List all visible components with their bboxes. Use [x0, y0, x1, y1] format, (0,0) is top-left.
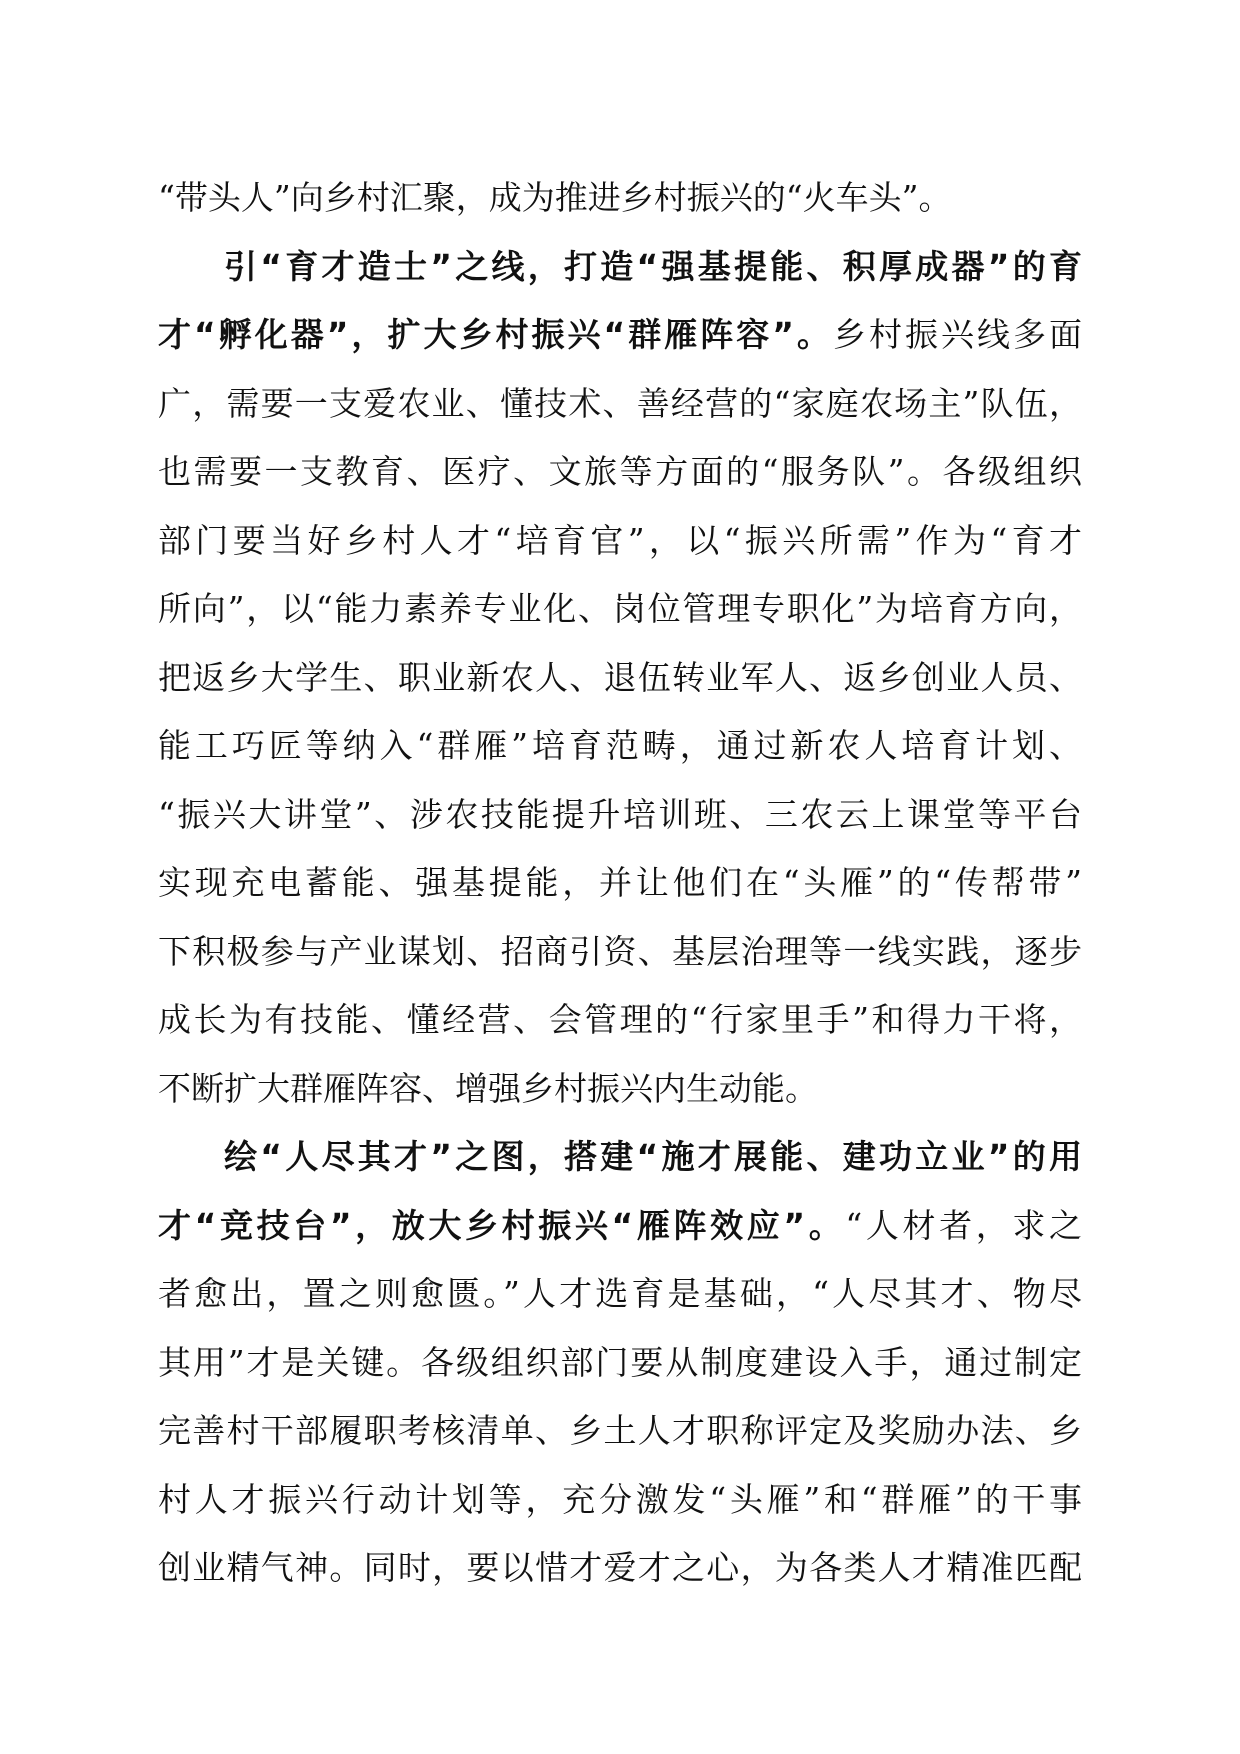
line-text: 乡村振兴线多面 [832, 315, 1082, 354]
line-text: 部门要当好乡村人才“培育官”，以“振兴所需”作为“育才 [158, 520, 1082, 560]
line-text: 所向”，以“能力素养专业化、岗位管理专职化”为培育方向， [158, 589, 1082, 628]
line-text: “带头人”向乡村汇聚，成为推进乡村振兴的“火车头”。 [158, 178, 952, 217]
text-line [158, 986, 1082, 1055]
line-text: 创业精气神。同时，要以惜才爱才之心，为各类人才精准匹配 [158, 1548, 1082, 1587]
text-line [158, 1260, 1082, 1329]
article-body [158, 164, 1082, 1603]
text-line [158, 849, 1082, 918]
text-line [158, 575, 1082, 644]
text-line [158, 1534, 1082, 1603]
line-text: “人材者，求之 [845, 1205, 1082, 1245]
section-heading: 引“育才造士”之线，打造“强基提能、积厚成器”的育 [224, 246, 1082, 286]
section-heading: 才“竞技台”，放大乡村振兴“雁阵效应”。 [158, 1205, 846, 1245]
text-line [158, 507, 1082, 576]
line-text: 实现充电蓄能、强基提能，并让他们在“头雁”的“传帮带” [158, 863, 1082, 902]
text-line [158, 644, 1082, 713]
text-line [158, 781, 1082, 850]
line-text: 能工巧匠等纳入“群雁”培育范畴，通过新农人培育计划、 [158, 726, 1082, 765]
text-line [158, 712, 1082, 781]
text-line [158, 370, 1082, 439]
section-heading-line [158, 301, 1082, 370]
line-text: 也需要一支教育、医疗、文旅等方面的“服务队”。各级组织 [158, 452, 1082, 491]
text-line [158, 438, 1082, 507]
section-heading: 绘“人尽其才”之图，搭建“施才展能、建功立业”的用 [224, 1137, 1082, 1176]
section-heading-line [158, 233, 1082, 302]
section-heading: 才“孵化器”，扩大乡村振兴“群雁阵容”。 [158, 315, 833, 354]
line-text: 不断扩大群雁阵容、增强乡村振兴内生动能。 [158, 1068, 818, 1108]
section-heading-line [158, 1123, 1082, 1192]
line-text: 其用”才是关键。各级组织部门要从制度建设入手，通过制定 [158, 1342, 1082, 1382]
line-text: 广，需要一支爱农业、懂技术、善经营的“家庭农场主”队伍， [158, 383, 1082, 423]
line-text: 完善村干部履职考核清单、乡土人才职称评定及奖励办法、乡 [158, 1411, 1082, 1450]
text-line [158, 1329, 1082, 1398]
line-text: 者愈出，置之则愈匮。”人才选育是基础，“人尽其才、物尽 [158, 1274, 1082, 1313]
line-text: 下积极参与产业谋划、招商引资、基层治理等一线实践，逐步 [158, 931, 1082, 971]
text-line [158, 1466, 1082, 1535]
text-line [158, 1397, 1082, 1466]
text-line [158, 164, 1082, 233]
line-text: 把返乡大学生、职业新农人、退伍转业军人、返乡创业人员、 [158, 657, 1082, 697]
text-line [158, 918, 1082, 987]
section-heading-line [158, 1192, 1082, 1261]
line-text: 成长为有技能、懂经营、会管理的“行家里手”和得力干将， [158, 1000, 1082, 1039]
line-text: “振兴大讲堂”、涉农技能提升培训班、三农云上课堂等平台 [158, 794, 1082, 834]
text-line [158, 1055, 1082, 1124]
line-text: 村人才振兴行动计划等，充分激发“头雁”和“群雁”的干事 [158, 1479, 1082, 1519]
